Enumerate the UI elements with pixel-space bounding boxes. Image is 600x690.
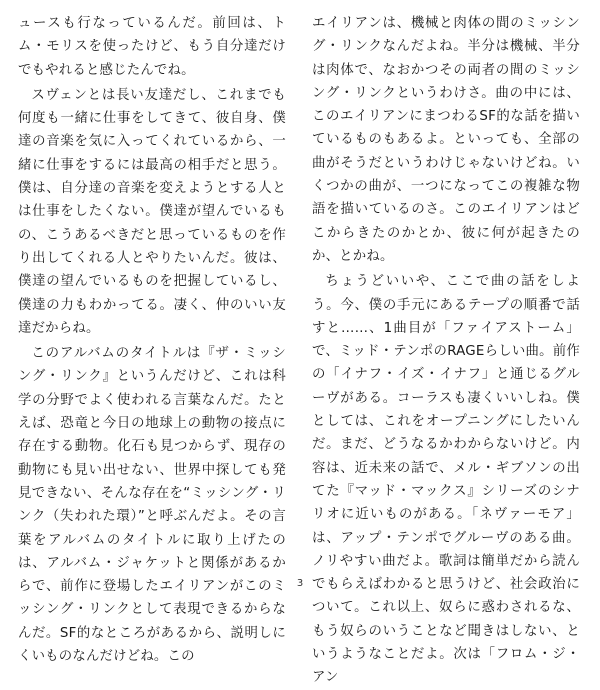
left-paragraph-3: このアルバムのタイトルは『ザ・ミッシング・リンク』というんだけど、これは科学の分野でよく使われる言葉なんだ。たとえば、恐竜と今日の地球上の動物の接点に存在する動物。化石も見つからず、現存の動物にも見い出せない、世界中探しても発見できない、そんな存在を“ミッシング・リンク（失われた環）”と呼ぶんだよ。その言葉をアルバムのタイトルに取り上げたのは、アルバム・ジャケットと関係があるからで、前作に登場したエイリアンがこのミッシング・リンクとして表現できるからなんだ。SF的なところがあるから、説明しにくいものなんだけどね。この (18, 346, 286, 665)
page-number: 3 (296, 578, 304, 589)
left-paragraph-1: ュースも行なっているんだ。前回は、トム・モリスを使ったけど、もう自分達だけでもやれると感じたんでね。 (18, 16, 286, 78)
left-text-column (18, 12, 286, 668)
right-paragraph-1: エイリアンは、機械と肉体の間のミッシング・リンクなんだよね。半分は機械、半分は肉体で、なおかつその両者の間のミッシング・リンクというわけさ。曲の中には、このエイリアンにまつわるSF的な話を描いているものもあるよ。といっても、全部の曲がそうだというわけじゃないけどね。いくつかの曲が、一つになってこの複雑な物語を描いているのさ。このエイリアンはどこからきたのかとか、彼に何が起きたのか、とかね。 (312, 16, 580, 264)
left-paragraph-2: スヴェンとは長い友達だし、これまでも何度も一緒に仕事をしてきて、彼自身、僕達の音楽を気に入ってくれているから、一緒に仕事をするには最高の相手だと思う。僕は、自分達の音楽を変えようとする人とは仕事をしたくない。僕達が望んでいるもの、こうあるべきだと思っているものを作り出してくれる人とやりたいんだ。彼は、僕達の望んでいるものを把握しているし、僕達の力もわかってる。凄く、仲のいい友達だからね。 (18, 87, 286, 336)
right-paragraph-2: ちょうどいいや、ここで曲の話をしよう。今、僕の手元にあるテープの順番で話すと……、1曲目が「ファイアストーム」で、ミッド・テンポのRAGEらしい曲。前作の「イナフ・イズ・イナフ」と通じるグルーヴがある。コーラスも凄くいいしね。僕としては、これをオープニングにしたいんだ。まだ、どうなるかわからないけど。内容は、近未来の話で、メル・ギブソンの出てた『マッド・マックス』シリーズのシナリオに近いものがある。「ネヴァーモア」は、アップ・テンポでグルーヴのある曲。ノリやすい曲だよ。歌詞は簡単だから読んでもらえばわかると思うけど、社会政治について。これ以上、奴らに惑わされるな、もう奴らのいうことなど聞きはしない、というようなことだよ。次は「フロム・ジ・アン (312, 274, 580, 686)
